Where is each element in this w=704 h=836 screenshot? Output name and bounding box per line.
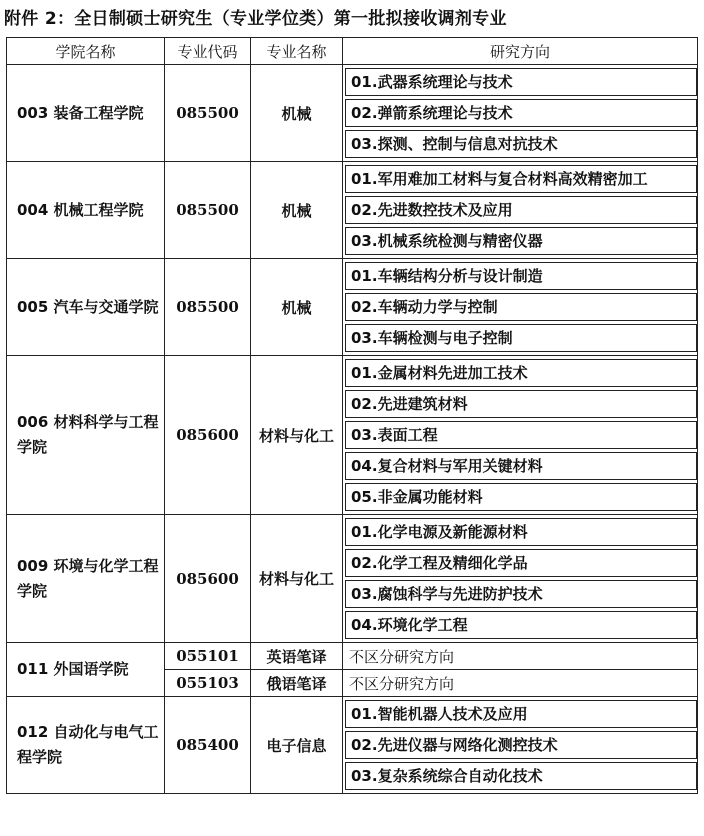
direction-cell <box>343 515 698 643</box>
college-name: 005 汽车与交通学院 <box>7 259 165 356</box>
research-direction: 01.车辆结构分析与设计制造 <box>345 262 697 290</box>
header-college: 学院名称 <box>7 38 165 65</box>
direction-cell <box>343 356 698 515</box>
research-direction: 01.军用难加工材料与复合材料高效精密加工 <box>345 165 697 193</box>
major-name: 机械 <box>251 162 343 259</box>
research-direction: 02.先进数控技术及应用 <box>345 196 697 224</box>
college-name: 003 装备工程学院 <box>7 65 165 162</box>
table-header-row <box>7 38 698 65</box>
table-row <box>7 259 698 356</box>
college-name: 009 环境与化学工程学院 <box>7 515 165 643</box>
research-direction: 03.探测、控制与信息对抗技术 <box>345 130 697 158</box>
college-name: 006 材料科学与工程学院 <box>7 356 165 515</box>
research-direction: 02.先进仪器与网络化测控技术 <box>345 731 697 759</box>
table-row <box>7 65 698 162</box>
table-row <box>7 515 698 643</box>
research-direction: 03.表面工程 <box>345 421 697 449</box>
major-name: 材料与化工 <box>251 356 343 515</box>
major-name: 俄语笔译 <box>251 670 343 697</box>
direction-cell <box>343 697 698 794</box>
table-row <box>7 697 698 794</box>
program-code: 085500 <box>165 162 251 259</box>
program-code: 085500 <box>165 259 251 356</box>
table-row <box>7 643 698 670</box>
research-direction: 05.非金属功能材料 <box>345 483 697 511</box>
table-row <box>7 162 698 259</box>
research-direction: 不区分研究方向 <box>343 643 698 670</box>
research-direction: 01.化学电源及新能源材料 <box>345 518 697 546</box>
program-code: 085600 <box>165 515 251 643</box>
program-code: 085600 <box>165 356 251 515</box>
major-name: 英语笔译 <box>251 643 343 670</box>
research-direction: 02.先进建筑材料 <box>345 390 697 418</box>
program-code: 055103 <box>165 670 251 697</box>
research-direction: 02.车辆动力学与控制 <box>345 293 697 321</box>
college-name: 004 机械工程学院 <box>7 162 165 259</box>
research-direction: 03.复杂系统综合自动化技术 <box>345 762 697 790</box>
research-direction: 02.弹箭系统理论与技术 <box>345 99 697 127</box>
program-code: 085400 <box>165 697 251 794</box>
direction-cell <box>343 162 698 259</box>
college-name: 011 外国语学院 <box>7 643 165 697</box>
major-name: 机械 <box>251 65 343 162</box>
major-name: 机械 <box>251 259 343 356</box>
research-direction: 04.复合材料与军用关键材料 <box>345 452 697 480</box>
major-name: 电子信息 <box>251 697 343 794</box>
college-name: 012 自动化与电气工程学院 <box>7 697 165 794</box>
research-direction: 03.腐蚀科学与先进防护技术 <box>345 580 697 608</box>
direction-cell <box>343 65 698 162</box>
header-direction: 研究方向 <box>343 38 698 65</box>
research-direction: 04.环境化学工程 <box>345 611 697 639</box>
program-table <box>6 37 698 794</box>
page-title: 附件 2：全日制硕士研究生（专业学位类）第一批拟接收调剂专业 <box>4 9 507 29</box>
direction-cell <box>343 259 698 356</box>
research-direction: 01.智能机器人技术及应用 <box>345 700 697 728</box>
research-direction: 不区分研究方向 <box>343 670 698 697</box>
major-name: 材料与化工 <box>251 515 343 643</box>
program-code: 085500 <box>165 65 251 162</box>
header-code: 专业代码 <box>165 38 251 65</box>
header-major: 专业名称 <box>251 38 343 65</box>
research-direction: 02.化学工程及精细化学品 <box>345 549 697 577</box>
research-direction: 03.车辆检测与电子控制 <box>345 324 697 352</box>
research-direction: 03.机械系统检测与精密仪器 <box>345 227 697 255</box>
program-code: 055101 <box>165 643 251 670</box>
table-row <box>7 356 698 515</box>
research-direction: 01.金属材料先进加工技术 <box>345 359 697 387</box>
table-body <box>7 65 698 794</box>
research-direction: 01.武器系统理论与技术 <box>345 68 697 96</box>
